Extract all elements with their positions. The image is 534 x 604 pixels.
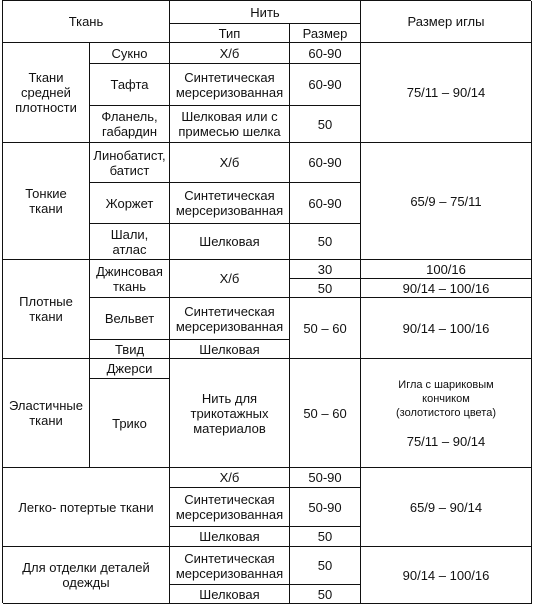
needle-note: Игла с шариковым кончиком (золотистого цвета) (395, 378, 496, 419)
thread-type-cell: Шелковая (170, 585, 290, 604)
needle-size-cell: 65/9 – 90/14 (361, 468, 532, 547)
thread-size-cell: 30 (290, 260, 361, 279)
needle-size-cell: 90/14 – 100/16 (361, 298, 532, 359)
group-name: Тонкие ткани (3, 143, 90, 260)
fabric-cell: Шали, атлас (90, 224, 170, 260)
header-needle-size: Размер иглы (361, 1, 532, 43)
thread-type-cell: Синтетическая мерсеризованная (170, 547, 290, 585)
header-thread: Нить (170, 1, 361, 24)
fabric-cell: Жоржет (90, 183, 170, 224)
thread-type-cell: Х/б (170, 260, 290, 298)
group-name: Ткани средней плотности (3, 43, 90, 143)
fabric-cell: Сукно (90, 43, 170, 64)
fabric-cell: Вельвет (90, 298, 170, 340)
header-thread-type: Тип (170, 24, 290, 43)
thread-type-cell: Шелковая или с примесью шелка (170, 106, 290, 143)
fabric-cell: Джинсовая ткань (90, 260, 170, 298)
thread-type-cell: Нить для трикотажных материалов (170, 359, 290, 468)
fabric-cell: Трико (90, 379, 170, 468)
thread-size-cell: 50 – 60 (290, 298, 361, 359)
needle-size-cell: 90/14 – 100/16 (361, 279, 532, 298)
needle-size-cell (361, 359, 532, 468)
needle-size-value: 75/11 – 90/14 (406, 433, 486, 449)
fabric-cell: Линобатист, батист (90, 143, 170, 183)
thread-type-cell: Шелковая (170, 340, 290, 359)
fabric-cell: Джерси (90, 359, 170, 379)
thread-size-cell: 50 (290, 585, 361, 604)
thread-type-cell: Синтетическая мерсеризованная (170, 298, 290, 340)
fabric-cell: Твид (90, 340, 170, 359)
thread-size-cell: 60-90 (290, 143, 361, 183)
group-name: Легко- потертые ткани (3, 468, 170, 547)
needle-size-cell: 100/16 (361, 260, 532, 279)
thread-size-cell: 60-90 (290, 183, 361, 224)
thread-type-cell: Шелковая (170, 224, 290, 260)
needle-size-cell: 75/11 – 90/14 (361, 43, 532, 143)
group-name: Эластичные ткани (3, 359, 90, 468)
thread-size-cell: 50 (290, 547, 361, 585)
thread-size-cell: 50 (290, 527, 361, 547)
header-thread-size: Размер (290, 24, 361, 43)
thread-type-cell: Синтетическая мерсеризованная (170, 64, 290, 106)
thread-size-cell: 50-90 (290, 468, 361, 488)
thread-type-cell: Синтетическая мерсеризованная (170, 488, 290, 527)
thread-size-cell: 50 (290, 106, 361, 143)
thread-type-cell: Х/б (170, 468, 290, 488)
thread-type-cell: Х/б (170, 43, 290, 64)
thread-size-cell: 60-90 (290, 64, 361, 106)
thread-size-cell: 50 – 60 (290, 359, 361, 468)
thread-type-cell: Шелковая (170, 527, 290, 547)
thread-type-cell: Синтетическая мерсеризованная (170, 183, 290, 224)
needle-size-cell: 90/14 – 100/16 (361, 547, 532, 604)
thread-size-cell: 60-90 (290, 43, 361, 64)
thread-size-cell: 50-90 (290, 488, 361, 527)
needle-size-cell: 65/9 – 75/11 (361, 143, 532, 260)
fabric-cell: Тафта (90, 64, 170, 106)
header-fabric: Ткань (3, 1, 170, 43)
fabric-cell: Фланель, габардин (90, 106, 170, 143)
group-name: Для отделки деталей одежды (3, 547, 170, 604)
thread-type-cell: Х/б (170, 143, 290, 183)
thread-needle-table (2, 0, 531, 603)
thread-size-cell: 50 (290, 279, 361, 298)
thread-size-cell: 50 (290, 224, 361, 260)
group-name: Плотные ткани (3, 260, 90, 359)
